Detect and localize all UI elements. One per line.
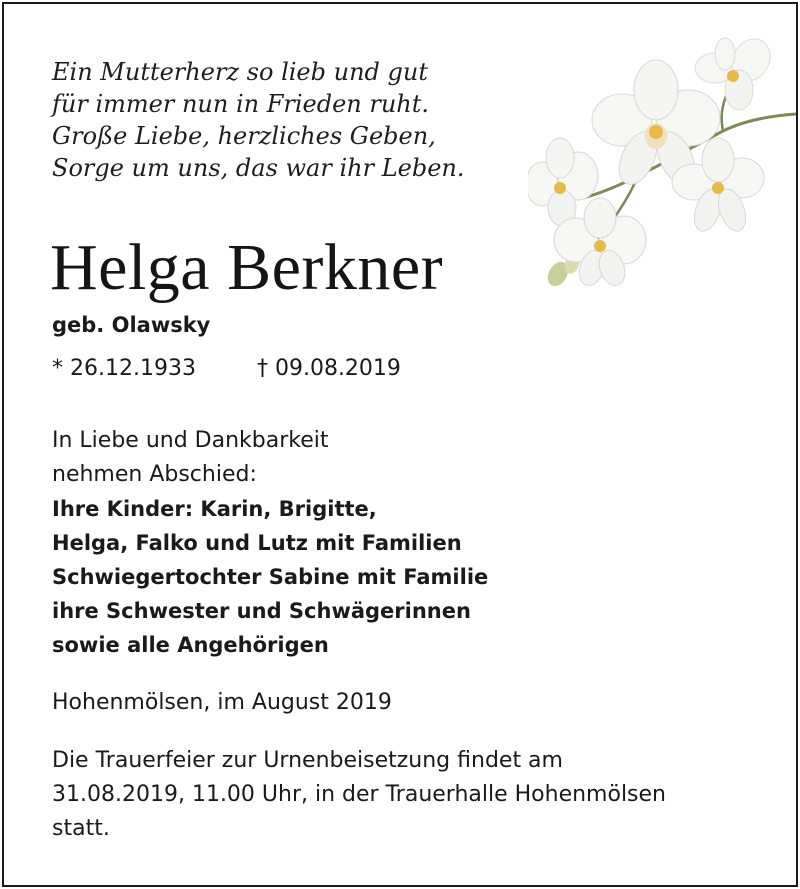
ceremony-line: Die Trauerfeier zur Urnenbeisetzung findet am: [52, 748, 563, 773]
mourner-line: Schwiegertochter Sabine mit Familie: [52, 565, 489, 589]
life-dates: [52, 354, 401, 384]
mourner-line: Helga, Falko und Lutz mit Familien: [52, 531, 462, 555]
obituary-card: [2, 2, 798, 887]
poem-line: Ein Mutterherz so lieb und gut: [52, 58, 428, 86]
ceremony-line: 31.08.2019, 11.00 Uhr, in der Trauerhalle Hohenmölsen: [52, 782, 667, 807]
mourner-line: Ihre Kinder: Karin, Brigitte,: [52, 497, 377, 521]
deceased-name: Helga Berkner: [50, 231, 444, 304]
birth-date: * 26.12.1933: [52, 356, 196, 381]
place-date: Hohenmölsen, im August 2019: [52, 690, 392, 715]
poem: [52, 56, 522, 184]
mourners-intro-line: nehmen Abschied:: [52, 462, 257, 487]
death-date: † 09.08.2019: [256, 356, 401, 381]
ceremony-info: [52, 744, 666, 846]
mourner-line: sowie alle Angehörigen: [52, 633, 329, 657]
poem-line: Sorge um uns, das war ihr Leben.: [52, 154, 465, 182]
poem-line: Große Liebe, herzliches Geben,: [52, 122, 436, 150]
mourners-block: [52, 424, 488, 662]
orchid-icon: [528, 26, 798, 296]
born-name: geb. Olawsky: [52, 313, 211, 337]
mourner-line: ihre Schwester und Schwägerinnen: [52, 599, 471, 623]
mourners-intro-line: In Liebe und Dankbarkeit: [52, 428, 329, 453]
ceremony-line: statt.: [52, 816, 110, 841]
poem-line: für immer nun in Frieden ruht.: [52, 90, 430, 118]
